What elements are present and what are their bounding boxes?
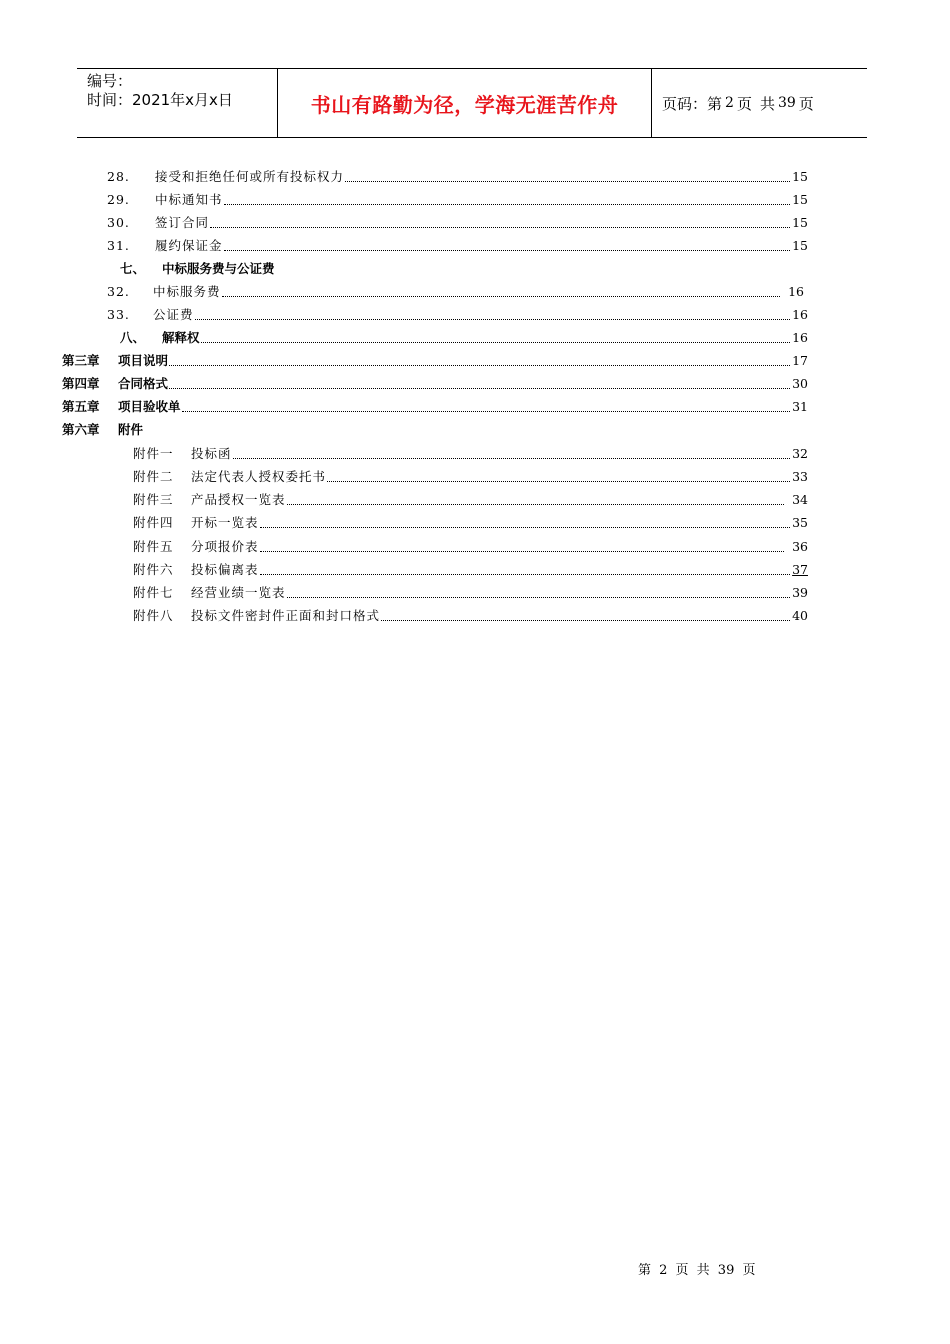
toc-leader [201,342,791,343]
toc-section-heading[interactable] [120,259,420,277]
toc-entry[interactable] [107,213,808,231]
toc-entry-page: 37 [792,562,808,577]
toc-leader [260,574,791,575]
toc-leader [210,227,790,228]
page-total-prefix: 共 [759,94,775,113]
toc-attachment[interactable] [133,583,808,601]
toc-entry-title: 投标文件密封件正面和封口格式 [191,608,381,623]
toc-entry-title: 中标通知书 [155,192,223,207]
toc-entry-page: 33 [792,469,808,484]
toc-attachment[interactable] [133,537,808,555]
toc-entry-title: 签订合同 [155,215,210,230]
toc-leader [182,411,791,412]
toc-leader [224,204,791,205]
toc-entry-title: 接受和拒绝任何或所有投标权力 [155,169,345,184]
toc-attachment[interactable] [133,606,808,624]
toc-entry-page: 16 [788,284,804,299]
toc-chapter[interactable] [62,397,808,415]
toc-entry-page: 36 [792,539,808,554]
toc-entry-title: 投标函 [191,446,232,461]
toc-entry-page: 31 [792,399,808,414]
page-prefix: 页码：第 [662,94,723,113]
page-current: 2 [725,95,734,111]
toc-leader [169,365,790,366]
toc-entry-title: 分项报价表 [191,539,259,554]
header-page-info [652,69,867,137]
toc-entry-number: 附件五 [133,539,174,554]
toc-chapter[interactable] [62,420,362,438]
toc-entry-number: 八、 [120,330,146,345]
toc-attachment[interactable] [133,444,808,462]
toc-entry-title: 投标偏离表 [191,562,259,577]
toc-leader [222,296,781,297]
toc-entry-number: 31. [107,238,130,253]
doc-code-label: 编号： [87,72,133,90]
toc-entry-title: 履约保证金 [155,238,223,253]
toc-entry-title: 中标服务费与公证费 [162,261,275,276]
toc-entry-page: 32 [792,446,808,461]
toc-leader [381,620,790,621]
toc-entry-number: 30. [107,215,130,230]
toc-leader [169,388,790,389]
toc-entry-title: 解释权 [162,330,200,345]
toc-entry-number: 附件六 [133,562,174,577]
toc-entry-title: 经营业绩一览表 [191,585,286,600]
toc-leader [260,551,785,552]
toc-leader [287,597,791,598]
toc-attachment[interactable] [133,560,808,578]
toc-chapter[interactable] [62,351,808,369]
toc-entry-number: 第四章 [62,376,100,391]
toc-entry-page: 15 [792,238,808,253]
toc-leader [345,181,790,182]
toc-entry-title: 开标一览表 [191,515,259,530]
toc-entry-title: 附件 [118,422,144,437]
page-mid: 页 [736,94,752,113]
toc-entry-number: 附件一 [133,446,174,461]
toc-entry-title: 合同格式 [118,376,169,391]
toc-entry-number: 29. [107,192,130,207]
toc-entry-page: 16 [792,307,808,322]
toc-entry-page: 39 [792,585,808,600]
toc-entry[interactable] [107,282,804,300]
toc-leader [327,481,790,482]
toc-entry-number: 附件八 [133,608,174,623]
toc-entry-title: 中标服务费 [153,284,221,299]
toc-entry-number: 第五章 [62,399,100,414]
toc-entry-page: 17 [792,353,808,368]
toc-entry-number: 七、 [120,261,146,276]
toc-leader [287,504,785,505]
toc-entry-number: 32. [107,284,130,299]
toc-entry[interactable] [107,236,808,254]
toc-entry-title: 产品授权一览表 [191,492,286,507]
toc-entry[interactable] [107,167,808,185]
toc-entry[interactable] [107,305,808,323]
toc-entry-title: 法定代表人授权委托书 [191,469,327,484]
doc-time-label: 时间：2021年x月x日 [87,91,233,109]
toc-entry-page: 15 [792,192,808,207]
toc-attachment[interactable] [133,467,808,485]
toc-entry-title: 公证费 [153,307,194,322]
toc-entry[interactable] [107,190,808,208]
toc-entry-page: 16 [792,330,808,345]
page-footer: 第 2 页 共 39 页 [638,1263,756,1278]
toc-entry-title: 项目验收单 [118,399,181,414]
toc-entry-title: 项目说明 [118,353,169,368]
toc-entry-page: 15 [792,169,808,184]
toc-entry-page: 30 [792,376,808,391]
toc-entry-page: 40 [792,608,808,623]
toc-entry-number: 28. [107,169,130,184]
toc-leader [224,250,791,251]
toc-leader [260,527,791,528]
page-total: 39 [777,95,796,111]
toc-entry-number: 附件三 [133,492,174,507]
toc-leader [195,319,791,320]
toc-attachment[interactable] [133,490,808,508]
toc-entry-number: 附件四 [133,515,174,530]
toc-entry-number: 附件二 [133,469,174,484]
header-meta [77,69,278,137]
toc-entry-number: 第三章 [62,353,100,368]
header-motto: 书山有路勤为径，学海无涯苦作舟 [278,69,652,137]
toc-chapter[interactable] [62,374,808,392]
toc-entry-page: 35 [792,515,808,530]
page-suffix: 页 [798,94,814,113]
toc-section-heading[interactable] [120,328,808,346]
toc-entry-number: 附件七 [133,585,174,600]
toc-entry-number: 33. [107,307,130,322]
page-header [77,68,867,138]
toc-entry-page: 15 [792,215,808,230]
toc-entry-number: 第六章 [62,422,100,437]
toc-entry-page: 34 [792,492,808,507]
toc-attachment[interactable] [133,513,808,531]
toc-leader [233,458,791,459]
